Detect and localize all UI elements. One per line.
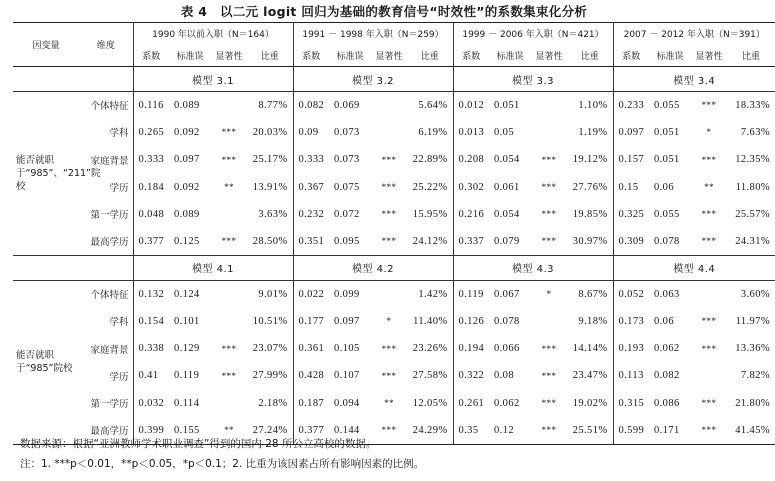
share-cell: 24.31% <box>727 228 775 255</box>
model-row <box>13 67 775 92</box>
significance-cell: *** <box>381 370 397 381</box>
share-cell: 3.60% <box>740 288 770 300</box>
header-dependent-variable: 因变量 <box>13 23 79 67</box>
share-cell: 25.57% <box>735 208 770 220</box>
std-error-cell: 0.094 <box>334 397 360 409</box>
coefficient-cell: 0.351 <box>293 228 329 255</box>
model-label: 模型 4.3 <box>453 255 613 280</box>
table-row <box>13 92 775 119</box>
significance-cell: *** <box>701 316 717 327</box>
std-error-cell: 0.097 <box>174 154 200 166</box>
model-label: 模型 4.1 <box>133 255 293 280</box>
coefficient-cell: 0.052 <box>613 280 649 307</box>
share-cell: 25.17% <box>252 154 288 166</box>
share-cell: 12.35% <box>735 154 770 166</box>
subheader-share: 比重 <box>727 45 775 67</box>
share-cell: 8.77% <box>258 99 288 111</box>
significance-cell <box>211 280 247 307</box>
significance-cell <box>531 119 567 146</box>
subheader-std-error: 标准误 <box>329 45 371 67</box>
share-cell: 11.97% <box>735 315 770 327</box>
significance-cell <box>371 92 407 119</box>
subheader-significance: 显著性 <box>211 45 247 67</box>
share-cell: 24.29% <box>407 417 453 444</box>
subheader-coefficient: 系数 <box>613 45 649 67</box>
share-cell: 22.89% <box>412 154 448 166</box>
std-error-cell: 0.051 <box>654 154 680 166</box>
table-title: 表 4 以二元 logit 回归为基础的教育信号“时效性”的系数集束化分析 <box>180 4 588 19</box>
share-cell: 12.05% <box>412 397 448 409</box>
significance-cell <box>371 280 407 307</box>
std-error-cell: 0.055 <box>654 208 680 220</box>
std-error-cell: 0.171 <box>649 417 691 444</box>
std-error-cell: 0.06 <box>654 181 674 193</box>
share-cell: 23.07% <box>252 343 288 355</box>
header-period: 1990 年以前入职（N＝164） <box>133 23 293 45</box>
coefficient-cell: 0.15 <box>613 173 649 200</box>
std-error-cell: 0.061 <box>494 181 520 193</box>
model-label: 模型 4.4 <box>613 255 775 280</box>
dimension-label: 第一学历 <box>90 210 129 222</box>
std-error-cell: 0.092 <box>174 126 200 138</box>
std-error-cell: 0.101 <box>174 315 200 327</box>
significance-cell: *** <box>541 209 557 220</box>
share-cell: 21.80% <box>735 397 770 409</box>
share-cell: 8.67% <box>578 288 608 300</box>
header-row <box>13 23 775 45</box>
share-cell: 41.45% <box>727 417 775 444</box>
coefficient-cell: 0.097 <box>613 119 649 146</box>
model-label: 模型 3.3 <box>453 67 613 92</box>
share-cell: 9.01% <box>258 288 288 300</box>
header-period: 1991 － 1998 年入职（N＝259） <box>293 23 453 45</box>
significance-cell: *** <box>221 343 237 354</box>
data-source-note: 数据来源：根据“亚洲教师学术职业调查”得到的国内 28 所公立高校的数据。 <box>20 438 377 450</box>
std-error-cell: 0.054 <box>494 154 520 166</box>
share-cell: 9.18% <box>578 315 608 327</box>
regression-table <box>13 22 775 445</box>
coefficient-cell: 0.261 <box>453 389 489 416</box>
subheader-significance: 显著性 <box>371 45 407 67</box>
model-label: 模型 3.2 <box>293 67 453 92</box>
table-row <box>13 280 775 307</box>
significance-cell: * <box>706 127 712 138</box>
dimension-label: 个体特征 <box>90 101 129 113</box>
coefficient-cell: 0.132 <box>133 280 169 307</box>
share-cell: 27.99% <box>252 370 288 382</box>
dimension-label: 学科 <box>109 128 129 140</box>
std-error-cell: 0.072 <box>334 208 360 220</box>
table-row <box>13 362 775 389</box>
dimension-label: 家庭背景 <box>90 344 129 356</box>
coefficient-cell: 0.233 <box>613 92 649 119</box>
coefficient-cell: 0.022 <box>293 280 329 307</box>
coefficient-cell: 0.302 <box>453 173 489 200</box>
table-row <box>13 173 775 200</box>
std-error-cell: 0.051 <box>494 99 520 111</box>
significance-cell: *** <box>381 182 397 193</box>
share-cell: 30.97% <box>567 228 613 255</box>
dimension-label: 学历 <box>109 183 129 195</box>
coefficient-cell: 0.333 <box>293 146 329 173</box>
std-error-cell: 0.144 <box>329 417 371 444</box>
model-row <box>13 255 775 280</box>
coefficient-cell: 0.333 <box>133 146 169 173</box>
significance-cell <box>531 92 567 119</box>
significance-cell: *** <box>701 209 717 220</box>
dimension-label: 第一学历 <box>90 399 129 411</box>
coefficient-cell: 0.377 <box>133 228 169 255</box>
std-error-cell: 0.062 <box>654 343 680 355</box>
coefficient-cell: 0.325 <box>613 201 649 228</box>
std-error-cell: 0.097 <box>334 315 360 327</box>
significance-cell: *** <box>701 154 717 165</box>
significance-cell: *** <box>371 228 407 255</box>
significance-cell: *** <box>541 182 557 193</box>
share-cell: 19.02% <box>572 397 608 409</box>
std-error-cell: 0.062 <box>494 397 520 409</box>
coefficient-cell: 0.193 <box>613 335 649 362</box>
significance-cell <box>691 280 727 307</box>
share-cell: 10.51% <box>252 315 288 327</box>
coefficient-cell: 0.315 <box>613 389 649 416</box>
significance-cell: *** <box>531 417 567 444</box>
significance-cell <box>211 201 247 228</box>
share-cell: 19.12% <box>572 154 608 166</box>
subheader-coefficient: 系数 <box>293 45 329 67</box>
std-error-cell: 0.066 <box>494 343 520 355</box>
significance-cell: *** <box>211 228 247 255</box>
significance-cell: *** <box>541 398 557 409</box>
coefficient-cell: 0.157 <box>613 146 649 173</box>
coefficient-cell: 0.154 <box>133 308 169 335</box>
coefficient-cell: 0.367 <box>293 173 329 200</box>
share-cell: 11.40% <box>413 315 448 327</box>
significance-cell: *** <box>541 370 557 381</box>
significance-cell: *** <box>221 154 237 165</box>
share-cell: 23.26% <box>412 343 448 355</box>
coefficient-cell: 0.187 <box>293 389 329 416</box>
std-error-cell: 0.073 <box>334 154 360 166</box>
subheader-share: 比重 <box>247 45 293 67</box>
coefficient-cell: 0.177 <box>293 308 329 335</box>
significance-cell: ** <box>224 182 234 193</box>
dependent-variable-label: 能否就职于“985”院校 <box>13 280 79 444</box>
significance-cell <box>211 308 247 335</box>
coefficient-cell: 0.377 <box>293 417 329 444</box>
coefficient-cell: 0.208 <box>453 146 489 173</box>
std-error-cell: 0.08 <box>494 370 514 382</box>
share-cell: 1.42% <box>418 288 448 300</box>
std-error-cell: 0.054 <box>494 208 520 220</box>
significance-cell: * <box>386 316 392 327</box>
coefficient-cell: 0.184 <box>133 173 169 200</box>
dimension-label: 个体特征 <box>90 290 129 302</box>
coefficient-cell: 0.082 <box>293 92 329 119</box>
table-row <box>13 308 775 335</box>
share-cell: 27.24% <box>247 417 293 444</box>
std-error-cell: 0.05 <box>494 126 514 138</box>
subheader-share: 比重 <box>407 45 453 67</box>
coefficient-cell: 0.35 <box>453 417 489 444</box>
share-cell: 14.14% <box>572 343 608 355</box>
subheader-share: 比重 <box>567 45 613 67</box>
dimension-label: 家庭背景 <box>90 155 129 167</box>
significance-cell <box>371 119 407 146</box>
share-cell: 6.19% <box>418 126 448 138</box>
coefficient-cell: 0.013 <box>453 119 489 146</box>
std-error-cell: 0.075 <box>334 181 360 193</box>
share-cell: 23.47% <box>572 370 608 382</box>
std-error-cell: 0.099 <box>334 288 360 300</box>
coefficient-cell: 0.126 <box>453 308 489 335</box>
dimension-label: 学历 <box>109 371 129 383</box>
coefficient-cell: 0.361 <box>293 335 329 362</box>
header-period: 1999 － 2006 年入职（N＝421） <box>453 23 613 45</box>
model-label: 模型 3.1 <box>133 67 293 92</box>
share-cell: 7.63% <box>740 126 770 138</box>
dimension-label: 最高学历 <box>79 417 133 444</box>
share-cell: 1.10% <box>578 99 608 111</box>
coefficient-cell: 0.119 <box>453 280 489 307</box>
std-error-cell: 0.079 <box>489 228 531 255</box>
subheader-std-error: 标准误 <box>169 45 211 67</box>
header-dimension: 维度 <box>79 23 133 67</box>
std-error-cell: 0.105 <box>334 343 360 355</box>
std-error-cell: 0.067 <box>494 288 520 300</box>
std-error-cell: 0.129 <box>174 343 200 355</box>
coefficient-cell: 0.173 <box>613 308 649 335</box>
significance-cell: ** <box>384 398 394 409</box>
subheader-std-error: 标准误 <box>489 45 531 67</box>
share-cell: 27.58% <box>412 370 448 382</box>
coefficient-cell: 0.194 <box>453 335 489 362</box>
std-error-cell: 0.124 <box>174 288 200 300</box>
table-notes <box>20 434 760 474</box>
std-error-cell: 0.095 <box>329 228 371 255</box>
share-cell: 18.33% <box>735 99 770 111</box>
significance-cell: *** <box>701 398 717 409</box>
std-error-cell: 0.12 <box>489 417 531 444</box>
dimension-label: 学科 <box>109 317 129 329</box>
std-error-cell: 0.119 <box>174 370 200 382</box>
share-cell: 3.63% <box>258 208 288 220</box>
coefficient-cell: 0.113 <box>613 362 649 389</box>
share-cell: 7.82% <box>740 370 770 382</box>
std-error-cell: 0.155 <box>169 417 211 444</box>
coefficient-cell: 0.399 <box>133 417 169 444</box>
dependent-variable-label: 能否就职于“985”、“211”院校 <box>13 92 79 256</box>
significance-cell: *** <box>381 154 397 165</box>
coefficient-cell: 0.265 <box>133 119 169 146</box>
coefficient-cell: 0.309 <box>613 228 649 255</box>
significance-cell: *** <box>541 154 557 165</box>
significance-cell: *** <box>221 370 237 381</box>
coefficient-cell: 0.428 <box>293 362 329 389</box>
coefficient-cell: 0.41 <box>133 362 169 389</box>
std-error-cell: 0.086 <box>654 397 680 409</box>
dimension-label: 最高学历 <box>79 228 133 255</box>
std-error-cell: 0.082 <box>654 370 680 382</box>
model-row-blank <box>13 67 133 92</box>
std-error-cell: 0.092 <box>174 181 200 193</box>
table-row <box>13 389 775 416</box>
model-row-blank <box>13 255 133 280</box>
significance-cell: *** <box>381 209 397 220</box>
coefficient-cell: 0.232 <box>293 201 329 228</box>
significance-cell: *** <box>531 228 567 255</box>
share-cell: 13.91% <box>252 181 288 193</box>
std-error-cell: 0.078 <box>649 228 691 255</box>
table-row <box>13 146 775 173</box>
coefficient-cell: 0.599 <box>613 417 649 444</box>
significance-cell <box>211 389 247 416</box>
significance-cell: ** <box>704 182 714 193</box>
significance-cell: *** <box>381 343 397 354</box>
share-cell: 15.95% <box>412 208 448 220</box>
coefficient-cell: 0.032 <box>133 389 169 416</box>
significance-cell: *** <box>371 417 407 444</box>
significance-cell: *** <box>701 100 717 111</box>
std-error-cell: 0.107 <box>334 370 360 382</box>
share-cell: 25.51% <box>567 417 613 444</box>
std-error-cell: 0.089 <box>174 99 200 111</box>
std-error-cell: 0.089 <box>174 208 200 220</box>
subheader-coefficient: 系数 <box>453 45 489 67</box>
std-error-cell: 0.055 <box>654 99 680 111</box>
share-cell: 11.80% <box>735 181 770 193</box>
coefficient-cell: 0.338 <box>133 335 169 362</box>
significance-cell <box>211 92 247 119</box>
subheader-coefficient: 系数 <box>133 45 169 67</box>
coefficient-cell: 0.116 <box>133 92 169 119</box>
significance-cell: *** <box>691 228 727 255</box>
coefficient-cell: 0.09 <box>293 119 329 146</box>
share-cell: 27.76% <box>572 181 608 193</box>
header-period: 2007 － 2012 年入职（N＝391） <box>613 23 775 45</box>
share-cell: 13.36% <box>735 343 770 355</box>
subheader-significance: 显著性 <box>531 45 567 67</box>
coefficient-cell: 0.012 <box>453 92 489 119</box>
std-error-cell: 0.051 <box>654 126 680 138</box>
share-cell: 5.64% <box>418 99 448 111</box>
table-row <box>13 119 775 146</box>
significance-cell: *** <box>691 417 727 444</box>
std-error-cell: 0.125 <box>169 228 211 255</box>
coefficient-cell: 0.216 <box>453 201 489 228</box>
coefficient-cell: 0.048 <box>133 201 169 228</box>
std-error-cell: 0.069 <box>334 99 360 111</box>
share-cell: 25.22% <box>412 181 448 193</box>
share-cell: 28.50% <box>247 228 293 255</box>
table-body <box>13 67 775 445</box>
share-cell: 20.03% <box>252 126 288 138</box>
significance-cell <box>531 308 567 335</box>
coefficient-cell: 0.322 <box>453 362 489 389</box>
std-error-cell: 0.078 <box>494 315 520 327</box>
table-row <box>13 201 775 228</box>
significance-cell: *** <box>541 343 557 354</box>
significance-cell: ** <box>211 417 247 444</box>
std-error-cell: 0.114 <box>174 397 200 409</box>
coefficient-cell: 0.337 <box>453 228 489 255</box>
share-cell: 2.18% <box>258 397 288 409</box>
share-cell: 1.19% <box>578 126 608 138</box>
subheader-significance: 显著性 <box>691 45 727 67</box>
model-label: 模型 3.4 <box>613 67 775 92</box>
share-cell: 19.85% <box>572 208 608 220</box>
model-label: 模型 4.2 <box>293 255 453 280</box>
table-row <box>13 335 775 362</box>
std-error-cell: 0.063 <box>654 288 680 300</box>
share-cell: 24.12% <box>407 228 453 255</box>
table-row <box>13 228 775 255</box>
std-error-cell: 0.06 <box>654 315 674 327</box>
subheader-std-error: 标准误 <box>649 45 691 67</box>
significance-cell: *** <box>221 127 237 138</box>
significance-cell <box>691 362 727 389</box>
significance-cell: *** <box>701 343 717 354</box>
significance-cell: * <box>546 289 552 300</box>
significance-note: 注：1. ***p＜0.01，**p＜0.05，*p＜0.1；2. 比重为该因素占所有影响因素的比例。 <box>20 458 425 470</box>
std-error-cell: 0.073 <box>334 126 360 138</box>
